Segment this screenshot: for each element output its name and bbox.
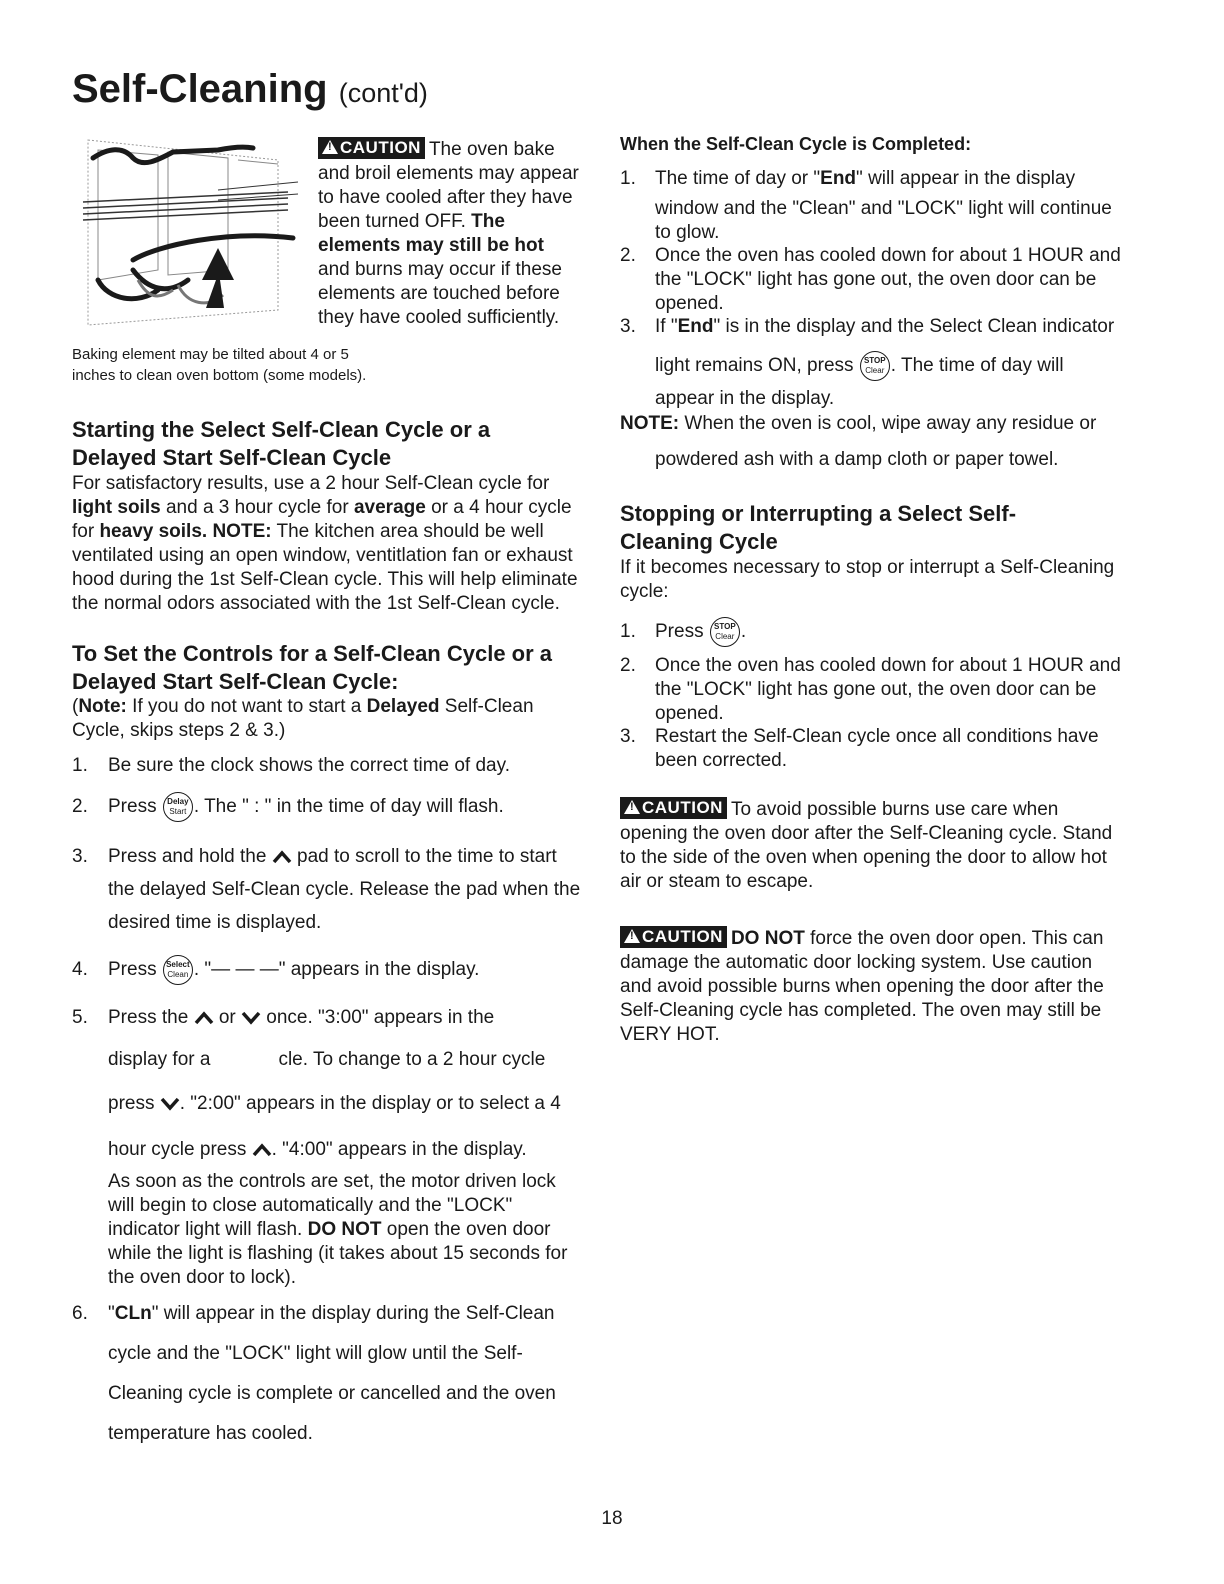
completed-item-3: 3. If "End" is in the display and the Select Clean indicator light remains ON, press STOP Clear . The time of day will appear in the display. <box>620 316 1115 409</box>
heading-cycle-completed: When the Self-Clean Cycle is Completed: <box>620 134 972 154</box>
up-arrow-icon <box>272 850 292 864</box>
caution-badge: !CAUTION <box>318 137 425 159</box>
warning-triangle-icon <box>322 140 338 154</box>
up-arrow-icon <box>194 1011 214 1025</box>
stop-clear-button-icon: STOP Clear <box>860 351 890 381</box>
completed-item-1: 1. The time of day or "End" will appear in the display window and the "Clean" and "LOCK" light will continue to glow. <box>620 168 1112 243</box>
stopping-item-2: 2. Once the oven has cooled down for about 1 HOUR and the "LOCK" light has gone out, the oven door can be opened. <box>620 655 1121 724</box>
up-arrow-icon <box>252 1143 272 1157</box>
warning-triangle-icon <box>624 929 640 943</box>
page-title-contd: (cont'd) <box>338 78 428 108</box>
set-controls-note: (Note: If you do not want to start a Delayed Self-Clean Cycle, skips steps 2 & 3.) <box>72 696 534 741</box>
stop-clear-button-icon: STOP Clear <box>710 617 740 647</box>
down-arrow-icon <box>241 1011 261 1025</box>
completed-note: NOTE: When the oven is cool, wipe away any residue or powdered ash with a damp cloth or paper towel. <box>620 413 1097 470</box>
delay-start-button-icon: Delay Start <box>163 792 193 822</box>
illustration-caption: Baking element may be tilted about 4 or 5 inches to clean oven bottom (some models). <box>72 346 367 384</box>
page-number: 18 <box>601 1508 623 1529</box>
down-arrow-icon <box>160 1097 180 1111</box>
oven-illustration <box>78 130 306 330</box>
step-3: 3. Press and hold the pad to scroll to the time to start the delayed Self-Clean cycle. Release the pad when the desired time is displayed. <box>72 846 581 933</box>
heading-stopping-cycle: Stopping or Interrupting a Select Self- Cleaning Cycle <box>620 501 1017 554</box>
caution-badge: !CAUTION <box>620 926 727 948</box>
caution-block-3: !CAUTION DO NOT force the oven door open. This can damage the automatic door locking system. Use caution and avoid possible burns when opening the door after the Self-Cleaning cycle has completed. The oven may still be VERY HOT. <box>620 926 1140 1047</box>
starting-cycle-text: For satisfactory results, use a 2 hour Self-Clean cycle for light soils and a 3 hour cycle for average or a 4 hour cycle for heavy soils. NOTE: The kitchen area should be well ventilated using an open window, ventitlation fan or exhaust hood during the 1st Self-Clean cycle. This will help eliminate the normal odors associated with the 1st Self-Clean cycle. <box>72 473 578 614</box>
select-clean-button-icon: Select Clean <box>163 955 193 985</box>
completed-item-2: 2. Once the oven has cooled down for about 1 HOUR and the "LOCK" light has gone out, the oven door can be opened. <box>620 245 1121 314</box>
heading-starting-cycle: Starting the Select Self-Clean Cycle or a Delayed Start Self-Clean Cycle <box>72 417 491 470</box>
warning-triangle-icon <box>624 800 640 814</box>
stopping-intro: If it becomes necessary to stop or interrupt a Self-Cleaning cycle: <box>620 557 1115 602</box>
page-title <box>72 64 428 118</box>
caution-block-2: !CAUTION To avoid possible burns use care when opening the oven door after the Self-Cleaning cycle. Stand to the side of the oven when opening the door to allow hot air or steam to escape. <box>620 797 1140 894</box>
stopping-item-3: 3. Restart the Self-Clean cycle once all conditions have been corrected. <box>620 726 1099 771</box>
caution-badge: !CAUTION <box>620 797 727 819</box>
page-title-main: Self-Cleaning <box>72 67 328 111</box>
heading-set-controls: To Set the Controls for a Self-Clean Cycle or a Delayed Start Self-Clean Cycle: <box>72 641 553 694</box>
step-6: 6. "CLn" will appear in the display during the Self-Clean cycle and the "LOCK" light will glow until the Self- Cleaning cycle is complete or cancelled and the oven temperature has cooled. <box>72 1303 556 1444</box>
caution-block-1: !CAUTION The oven bake and broil elements may appear to have cooled after they have been turned OFF. The elements may still be hot and burns may occur if these elements are touched before they have cooled sufficiently. <box>318 137 598 330</box>
step-5: 5. Press the or once. "3:00" appears in the display for a cle. To change to a 2 hour cycle press . "2:00" appears in the display or to select a 4 hour cycle press . "4:00" appears in the display. As soon as the controls are set, the motor driven lock will begin to close automatically and the "LOCK" indicator light will flash. DO NOT open the oven door while the light is flashing (it takes about 15 seconds for the oven door to lock). <box>72 1007 568 1288</box>
